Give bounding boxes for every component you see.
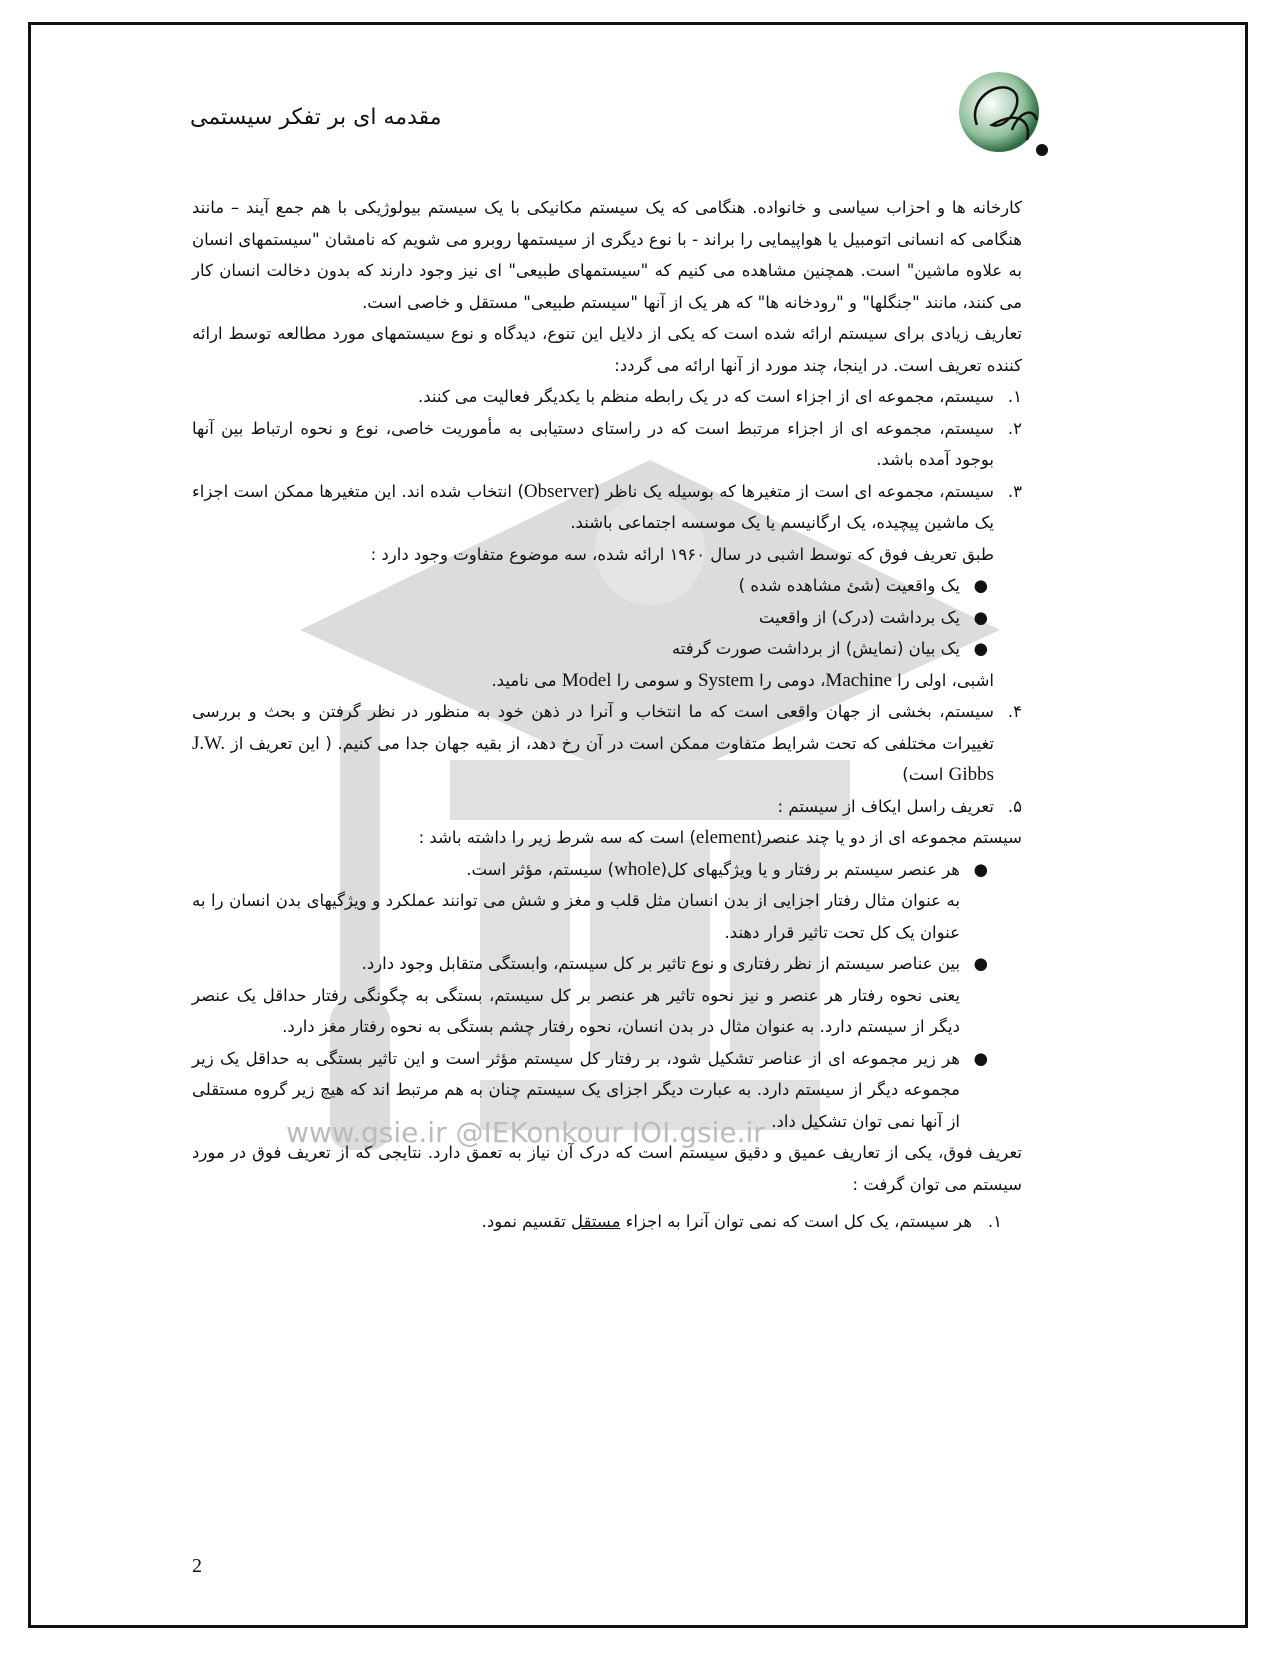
document-body xyxy=(192,192,1022,1238)
item-number: ۵. xyxy=(1007,796,1022,816)
condition-2-example: یعنی نحوه رفتار هر عنصر و نیز نحوه تاثیر هر عنصر بر کل سیستم، بستگی به چگونگی رفتار حداقل یک عنصر دیگر از سیستم دارد. به عنوان مثال در بدن انسان، نحوه رفتار چشم بستگی به نحوه رفتار مغز دارد. xyxy=(192,985,960,1036)
result-1: ۱. هر سیستم، یک کل است که نمی توان آنرا به اجزاء مستقل تقسیم نمود. xyxy=(192,1206,1022,1238)
page-number: 2 xyxy=(192,1555,202,1577)
condition-2: ● بین عناصر سیستم از نظر رفتاری و نوع تاثیر بر کل سیستم، وابستگی متقابل وجود دارد. xyxy=(361,954,988,973)
item-number: ۴. xyxy=(1007,702,1022,721)
paragraph-definitions-intro: تعاریف زیادی برای سیستم ارائه شده است که یکی از دلایل این تنوع، دیدگاه و نوع سیستمهای مورد مطالعه توسط ارائه کننده تعریف است. در اینجا، چند مورد از آنها ارائه می گردد: xyxy=(192,324,1022,375)
list-item: ● یک واقعیت (شئ مشاهده شده ) xyxy=(738,576,988,595)
item-number: ۲. xyxy=(1007,418,1022,438)
ashby-names: اشبی، اولی را Machine، دومی را System و سومی را Model می نامید. xyxy=(491,669,994,691)
item-number: ۳. xyxy=(1007,481,1022,501)
gsie-logo xyxy=(957,70,1052,165)
header-title: مقدمه ای بر تفکر سیستمی xyxy=(190,105,442,130)
item-number: ۱. xyxy=(987,1212,1002,1231)
definition-1: ۱. سیستم، مجموعه ای از اجزاء است که در یک رابطه منظم با یکدیگر فعالیت می کنند. xyxy=(192,381,1022,413)
watermark-text: www.gsie.ir @IEKonkour IOI.gsie.ir xyxy=(286,1116,765,1149)
item-number: ۱. xyxy=(1007,387,1022,406)
ashby-intro: طبق تعریف فوق که توسط اشبی در سال ۱۹۶۰ ارائه شده، سه موضوع متفاوت وجود دارد : xyxy=(370,544,994,564)
definition-4: ۴. سیستم، بخشی از جهان واقعی است که ما انتخاب و آنرا در ذهن خود به منظور در نظر گرفتن و بحث و بررسی تغییرات مختلفی که تحت شرایط متفاوت ممکن است در آن رخ دهد، از بقیه جهان جدا می کنیم. ( این تعریف از J.W. Gibbs است) xyxy=(192,696,1022,791)
condition-1-example: به عنوان مثال رفتار اجزایی از بدن انسان مثل قلب و مغز و شش می توانند عملکرد و ویژگیهای بدن انسان را به عنوان یک کل تحت تاثیر قرار دهند. xyxy=(192,891,960,942)
condition-3: ● هر زیر مجموعه ای از عناصر تشکیل شود، بر رفتار کل سیستم مؤثر است و این تاثیر بستگی به حداقل یک زیر مجموعه دیگر از سیستم دارد. به عبارت دیگر اجزای یک سیستم چنان به هم مرتبط اند که هیچ زیر گروه مستقلی از آنها نمی توان تشکیل داد. xyxy=(192,1048,988,1131)
paragraph-conclusion: تعریف فوق، یکی از تعاریف عمیق و دقیق سیستم است که درک آن نیاز به تعمق دارد. نتایجی که از تعریف فوق در مورد سیستم می توان گرفت : xyxy=(192,1143,1022,1194)
condition-1: ● هر عنصر سیستم بر رفتار و یا ویژگیهای کل(whole) سیستم، مؤثر است. xyxy=(466,858,988,880)
paragraph-intro: کارخانه ها و احزاب سیاسی و خانواده. هنگامی که یک سیستم مکانیکی با یک سیستم بیولوژیکی با هم جمع آیند – مانند هنگامی که انسانی اتومبیل یا هواپیمایی را براند - با نوع دیگری از سیستمها روبرو می شویم که نامشان "سیستمهای انسان به علاوه ماشین" است. همچنین مشاهده می کنیم که "سیستمهای طبیعی" ای نیز وجود دارند که بدون دخالت انسان کار می کنند، مانند "جنگلها" و "رودخانه ها" که هر یک از آنها "سیستم طبیعی" مستقل و خاصی است. xyxy=(192,198,1022,312)
ackoff-definition: سیستم مجموعه ای از دو یا چند عنصر(element) است که سه شرط زیر را داشته باشد : xyxy=(418,827,1022,848)
definition-2: ۲. سیستم، مجموعه ای از اجزاء مرتبط است که در راستای دستیابی به مأموریت خاصی، نوع و نحوه ارتباط بین آنها بوجود آمده باشد. xyxy=(192,413,1022,476)
list-item: ● یک بیان (نمایش) از برداشت صورت گرفته xyxy=(671,639,988,658)
definition-3: ۳. سیستم، مجموعه ای است از متغیرها که بوسیله یک ناظر (Observer) انتخاب شده اند. این متغیرها ممکن است اجزاء یک ماشین پیچیده، یک ارگانیسم یا یک موسسه اجتماعی باشند. xyxy=(192,476,1022,539)
list-item: ● یک برداشت (درک) از واقعیت xyxy=(758,607,988,627)
definition-5: ۵. تعریف راسل ایکاف از سیستم : xyxy=(192,791,1022,823)
